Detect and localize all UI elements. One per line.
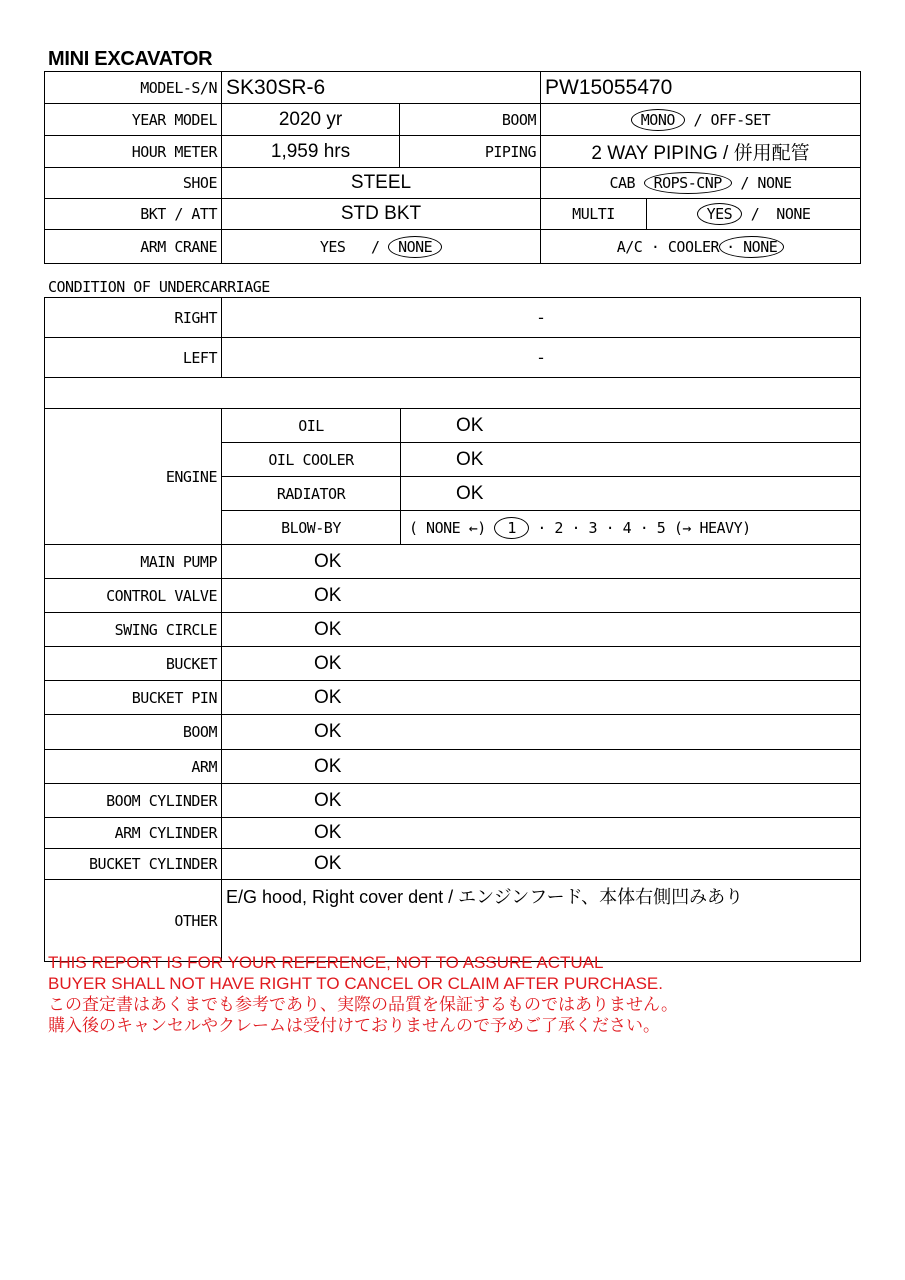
year-value: 2020 yr <box>222 104 400 136</box>
table-row <box>45 613 861 647</box>
right-label: RIGHT <box>45 298 222 338</box>
serial-value: PW15055470 <box>541 72 861 104</box>
other-value: E/G hood, Right cover dent / エンジンフード、本体右側凹みあり <box>222 880 861 962</box>
shoe-label: SHOE <box>45 168 222 199</box>
item-label: ARM CYLINDER <box>45 818 222 849</box>
cab-options <box>541 168 861 199</box>
oil-cooler-label: OIL COOLER <box>222 443 401 477</box>
armcrane-label: ARM CRANE <box>45 230 222 264</box>
year-label: YEAR MODEL <box>45 104 222 136</box>
ac-options <box>541 230 861 264</box>
multi-label: MULTI <box>541 199 647 230</box>
item-label: BUCKET <box>45 647 222 681</box>
boom-opt2: OFF-SET <box>710 110 771 129</box>
item-label: MAIN PUMP <box>45 545 222 579</box>
disclaimer-line-1: THIS REPORT IS FOR YOUR REFERENCE, NOT TO ASSURE ACTUAL <box>48 953 604 972</box>
model-value: SK30SR-6 <box>222 72 541 104</box>
item-label: ARM <box>45 750 222 784</box>
spacer-row <box>45 378 861 409</box>
other-label: OTHER <box>45 880 222 962</box>
table-row <box>45 784 861 818</box>
table-row <box>45 818 861 849</box>
cab-opt2: NONE <box>757 174 792 192</box>
table-row <box>45 647 861 681</box>
disclaimer-line-4: 購入後のキャンセルやクレームは受付けておりませんので予めご了承ください。 <box>48 1016 660 1035</box>
multi-sep: / <box>750 205 760 223</box>
boom-selected: MONO <box>631 109 685 131</box>
cab-sep: / <box>740 174 749 192</box>
hour-label: HOUR METER <box>45 136 222 168</box>
multi-opt2: NONE <box>776 205 811 223</box>
cab-selected: ROPS-CNP <box>644 172 732 194</box>
left-label: LEFT <box>45 338 222 378</box>
item-value: OK <box>222 579 861 613</box>
table-row <box>45 715 861 750</box>
item-label: CONTROL VALVE <box>45 579 222 613</box>
model-label: MODEL-S/N <box>45 72 222 104</box>
document-title: MINI EXCAVATOR <box>48 48 213 70</box>
engine-label: ENGINE <box>45 409 222 545</box>
armcrane-opt1: YES <box>319 237 346 256</box>
oil-value: OK <box>401 409 861 443</box>
hour-value: 1,959 hrs <box>222 136 400 168</box>
bkt-label: BKT / ATT <box>45 199 222 230</box>
table-row <box>45 579 861 613</box>
bkt-value: STD BKT <box>222 199 541 230</box>
ac-selected: · NONE <box>719 236 784 258</box>
armcrane-sep: / <box>371 237 380 256</box>
condition-table <box>44 297 861 962</box>
item-label: BOOM <box>45 715 222 750</box>
multi-selected: YES <box>697 203 743 225</box>
multi-options <box>647 199 861 230</box>
blowby-rest: · 2 · 3 · 4 · 5 (→ HEAVY) <box>537 518 751 537</box>
item-value: OK <box>222 849 861 880</box>
table-row <box>45 750 861 784</box>
item-value: OK <box>222 613 861 647</box>
item-value: OK <box>222 818 861 849</box>
boom-label: BOOM <box>400 104 541 136</box>
item-value: OK <box>222 750 861 784</box>
table-row <box>45 849 861 880</box>
left-value: - <box>222 338 861 378</box>
item-label: SWING CIRCLE <box>45 613 222 647</box>
item-value: OK <box>222 715 861 750</box>
blowby-prefix: ( NONE ←) <box>409 518 486 537</box>
radiator-label: RADIATOR <box>222 477 401 511</box>
spec-table <box>44 71 861 264</box>
table-row <box>45 545 861 579</box>
item-value: OK <box>222 545 861 579</box>
disclaimer-line-3: この査定書はあくまでも参考であり、実際の品質を保証するものではありません。 <box>48 995 679 1014</box>
item-value: OK <box>222 681 861 715</box>
shoe-value: STEEL <box>222 168 541 199</box>
item-label: BUCKET CYLINDER <box>45 849 222 880</box>
blowby-label: BLOW-BY <box>222 511 401 545</box>
ac-label: A/C · COOLER <box>616 237 720 256</box>
oil-label: OIL <box>222 409 401 443</box>
disclaimer <box>48 952 678 1036</box>
boom-sep: / <box>693 110 702 129</box>
disclaimer-line-2: BUYER SHALL NOT HAVE RIGHT TO CANCEL OR CLAIM AFTER PURCHASE. <box>48 974 663 993</box>
radiator-value: OK <box>401 477 861 511</box>
armcrane-options <box>222 230 541 264</box>
item-value: OK <box>222 784 861 818</box>
piping-value: 2 WAY PIPING / 併用配管 <box>541 136 861 168</box>
piping-label: PIPING <box>400 136 541 168</box>
blowby-scale <box>401 511 861 545</box>
armcrane-selected: NONE <box>388 236 442 258</box>
oil-cooler-value: OK <box>401 443 861 477</box>
undercarriage-heading: CONDITION OF UNDERCARRIAGE <box>48 278 270 296</box>
table-row <box>45 681 861 715</box>
blowby-selected: 1 <box>494 517 529 539</box>
item-label: BUCKET PIN <box>45 681 222 715</box>
boom-options <box>541 104 861 136</box>
item-value: OK <box>222 647 861 681</box>
item-label: BOOM CYLINDER <box>45 784 222 818</box>
cab-label: CAB <box>609 174 636 192</box>
right-value: - <box>222 298 861 338</box>
